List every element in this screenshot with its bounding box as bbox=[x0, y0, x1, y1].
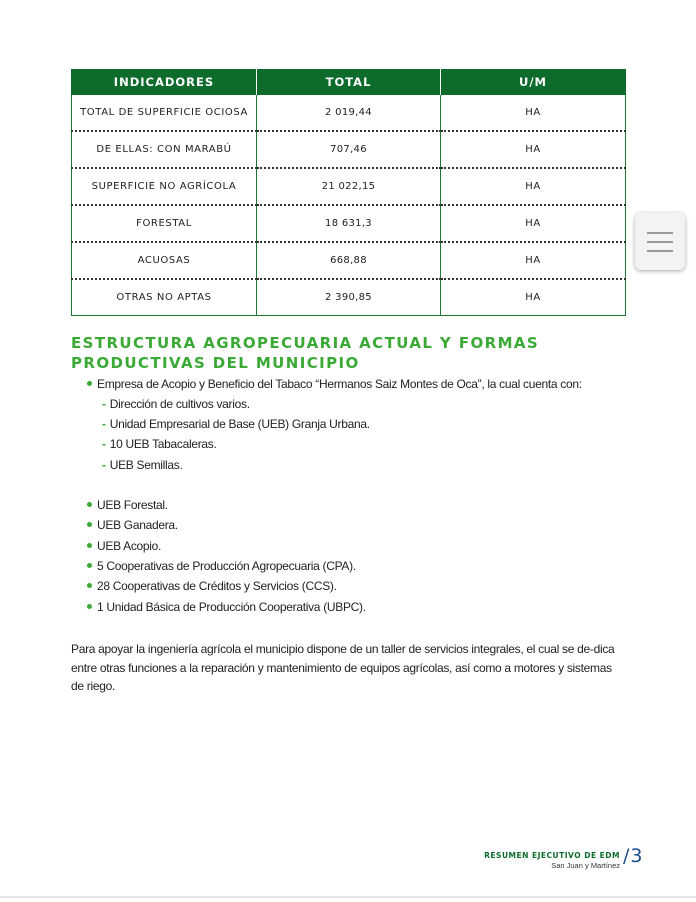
sub-item-text: Dirección de cultivos varios. bbox=[109, 397, 250, 411]
table-row bbox=[72, 95, 626, 131]
hamburger-menu-icon bbox=[647, 232, 673, 234]
total-cell: 21 022,15 bbox=[257, 168, 441, 205]
list-item-text: 5 Cooperativas de Producción Agropecuaria (CPA). bbox=[97, 559, 356, 573]
table-header-row bbox=[72, 69, 626, 95]
indicator-cell: TOTAL DE SUPERFICIE OCIOSA bbox=[72, 95, 257, 131]
table-row bbox=[72, 168, 626, 205]
list-item bbox=[87, 518, 178, 532]
list-item bbox=[87, 579, 337, 593]
table-row bbox=[72, 131, 626, 168]
bullet-icon bbox=[87, 543, 92, 548]
unit-cell: HA bbox=[441, 168, 626, 205]
table-row bbox=[72, 242, 626, 279]
dash-icon: - bbox=[102, 458, 106, 472]
list-item-text: 1 Unidad Básica de Producción Cooperativa (UBPC). bbox=[97, 600, 366, 614]
total-cell: 668,88 bbox=[257, 242, 441, 279]
indicator-cell: FORESTAL bbox=[72, 205, 257, 242]
bullet-icon bbox=[87, 522, 92, 527]
sub-item-text: UEB Semillas. bbox=[109, 458, 183, 472]
page-slash: / bbox=[623, 845, 630, 867]
dash-icon: - bbox=[102, 437, 106, 451]
dash-icon: - bbox=[102, 417, 106, 431]
page-number-value: 3 bbox=[630, 845, 643, 867]
dash-icon: - bbox=[102, 397, 106, 411]
sub-list-item bbox=[102, 458, 183, 472]
list-item-text: UEB Forestal. bbox=[97, 498, 168, 512]
page-bottom-divider bbox=[0, 896, 696, 898]
body-paragraph: Para apoyar la ingeniería agrícola el municipio dispone de un taller de servicios integrales, el cual se de-dica entre otras funciones a la reparación y mantenimiento de equipos agrícolas, así como a motores y sistemas de riego. bbox=[71, 642, 615, 693]
indicators-table bbox=[71, 69, 626, 316]
header-um: U/M bbox=[441, 69, 626, 95]
bullet-icon bbox=[87, 502, 92, 507]
indicator-cell: SUPERFICIE NO AGRÍCOLA bbox=[72, 168, 257, 205]
total-cell: 18 631,3 bbox=[257, 205, 441, 242]
page-number bbox=[623, 845, 643, 867]
unit-cell: HA bbox=[441, 279, 626, 316]
table-row bbox=[72, 205, 626, 242]
list-item-text: 28 Cooperativas de Créditos y Servicios (CCS). bbox=[97, 579, 337, 593]
list-item bbox=[87, 559, 356, 573]
hamburger-menu-icon bbox=[647, 241, 673, 243]
footer-title: RESUMEN EJECUTIVO DE EDM bbox=[484, 851, 620, 860]
sub-item-text: Unidad Empresarial de Base (UEB) Granja Urbana. bbox=[109, 417, 370, 431]
unit-cell: HA bbox=[441, 131, 626, 168]
unit-cell: HA bbox=[441, 205, 626, 242]
list-item-text: UEB Acopio. bbox=[97, 539, 162, 553]
indicator-cell: ACUOSAS bbox=[72, 242, 257, 279]
indicator-cell: OTRAS NO APTAS bbox=[72, 279, 257, 316]
sub-list-item bbox=[102, 397, 250, 411]
list-item bbox=[87, 498, 168, 512]
sub-item-text: 10 UEB Tabacaleras. bbox=[109, 437, 217, 451]
unit-cell: HA bbox=[441, 242, 626, 279]
sub-list-item bbox=[102, 417, 370, 431]
header-indicadores: INDICADORES bbox=[72, 69, 257, 95]
list-item-text: UEB Ganadera. bbox=[97, 518, 178, 532]
footer-subtitle: San Juan y Martínez bbox=[551, 861, 620, 870]
section-title: ESTRUCTURA AGROPECUARIA ACTUAL Y FORMAS PRODUCTIVAS DEL MUNICIPIO bbox=[71, 334, 540, 372]
hamburger-menu-icon bbox=[647, 250, 673, 252]
unit-cell: HA bbox=[441, 95, 626, 131]
bullet-icon bbox=[87, 563, 92, 568]
bullet-icon bbox=[87, 583, 92, 588]
total-cell: 2 019,44 bbox=[257, 95, 441, 131]
bullet-icon bbox=[87, 604, 92, 609]
list-item bbox=[87, 539, 161, 553]
bullet-icon bbox=[87, 381, 92, 386]
header-total: TOTAL bbox=[257, 69, 441, 95]
indicator-cell: DE ELLAS: CON MARABÚ bbox=[72, 131, 257, 168]
total-cell: 2 390,85 bbox=[257, 279, 441, 316]
total-cell: 707,46 bbox=[257, 131, 441, 168]
hamburger-menu-button[interactable] bbox=[635, 213, 685, 270]
list-item-text: Empresa de Acopio y Beneficio del Tabaco “Hermanos Saiz Montes de Oca”, la cual cuenta con: bbox=[97, 377, 582, 391]
list-item bbox=[87, 600, 366, 614]
sub-list-item bbox=[102, 437, 217, 451]
list-item bbox=[87, 377, 582, 391]
table-row bbox=[72, 279, 626, 316]
